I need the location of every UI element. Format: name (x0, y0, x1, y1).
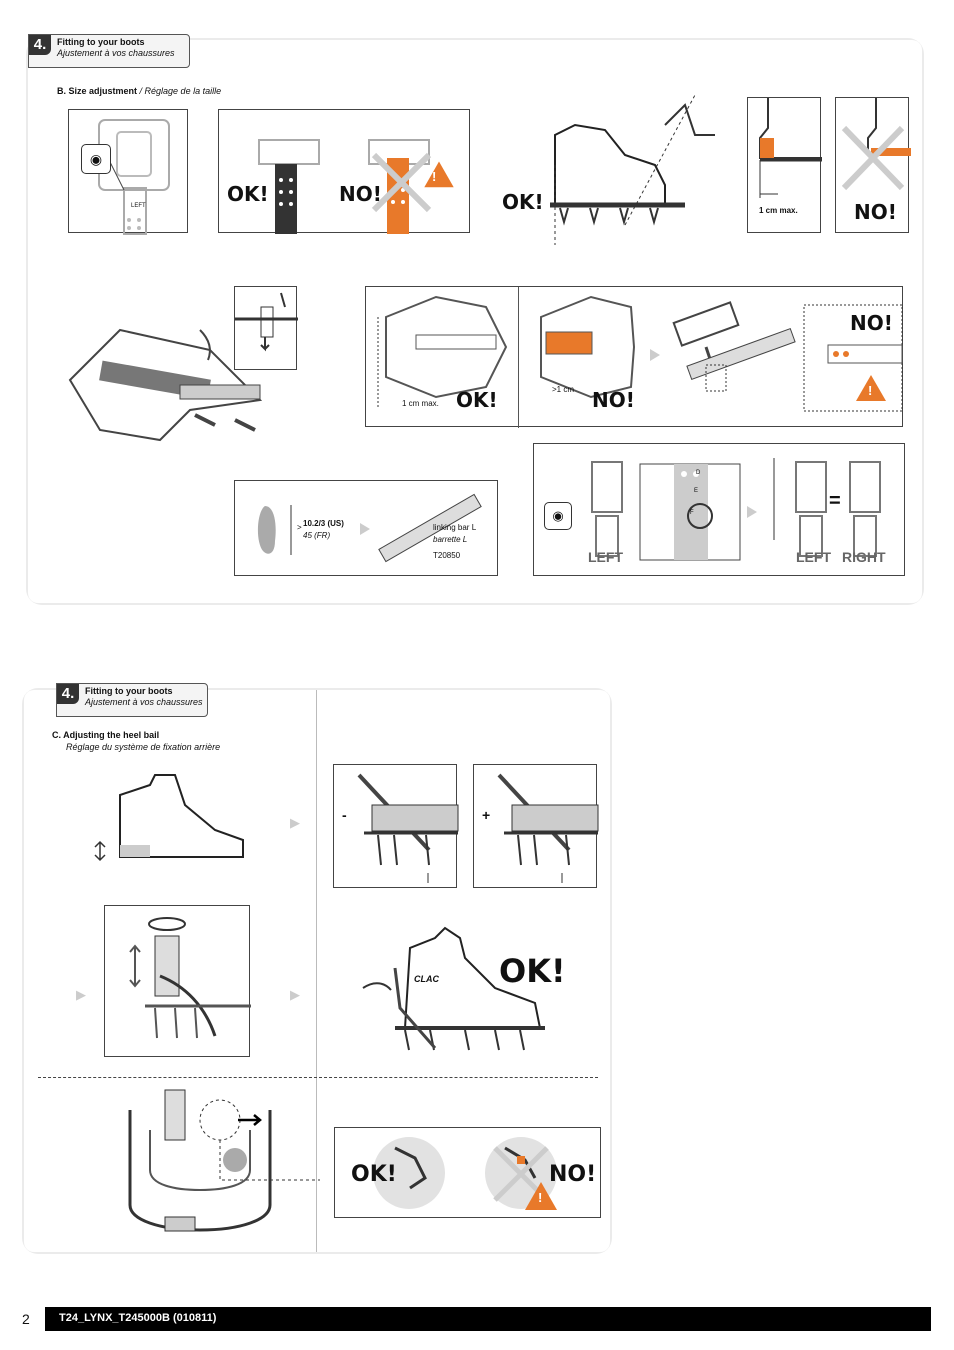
heel-plus-figure (473, 764, 597, 888)
section-subtitle: Ajustement à vos chaussures (57, 48, 175, 58)
section-title: Fitting to your boots (57, 37, 145, 47)
warning-icon: ! (432, 169, 437, 184)
hole-e-label: E (694, 488, 699, 494)
ok-label-bail: OK! (351, 1162, 397, 1187)
bar-overlap-group (365, 286, 903, 427)
ok-label-clac: OK! (499, 952, 566, 990)
minus-sign: - (342, 807, 347, 823)
section-b-tab (28, 34, 190, 68)
no-label: NO! (339, 182, 382, 206)
arrow-right-icon: ▶ (290, 987, 300, 1002)
heading-bold: B. Size adjustment (57, 86, 138, 96)
screw-adjust-illustration (105, 906, 251, 1058)
crampon-left-figure (68, 109, 188, 233)
linking-bar-label: linking bar L (433, 523, 477, 532)
bar-lock-illustration (235, 287, 298, 371)
ok-label: OK! (227, 182, 269, 206)
eye-icon: ◉ (81, 144, 111, 174)
arrow-right-icon: ▶ (290, 815, 300, 830)
hole-d-label: D (696, 470, 701, 476)
heel-plus-illustration (474, 765, 598, 889)
size-gt: > (297, 523, 302, 532)
ok-no-bar-figure (218, 109, 470, 233)
section-c-divider (316, 690, 317, 1252)
section-number: 4. (29, 35, 51, 55)
boot-crampon-ok-illustration (495, 95, 725, 245)
no-label-inset: NO! (850, 311, 893, 335)
part-number: T20850 (433, 551, 461, 560)
footer-bar (45, 1307, 931, 1331)
no-label-toe: NO! (854, 200, 897, 224)
boot-clac-illustration (355, 928, 565, 1058)
ok-label-overlap: OK! (456, 388, 498, 412)
size-adjustment-heading (57, 86, 221, 96)
bail-ok-no-figure (334, 1127, 601, 1218)
right-label-pair: RIGHT (842, 549, 886, 565)
no-label-overlap: NO! (592, 388, 635, 412)
heel-bail-heading: C. Adjusting the heel bail (52, 730, 160, 740)
arrow-right-icon: ▶ (76, 987, 86, 1002)
left-label-single: LEFT (588, 549, 623, 565)
no-label-bail: NO! (549, 1162, 597, 1187)
warning-icon: ! (868, 383, 873, 398)
section-subtitle: Ajustement à vos chaussures (85, 697, 203, 707)
heel-minus-illustration (334, 765, 458, 889)
plus-sign: + (482, 807, 491, 823)
document-code: T24_LYNX_T245000B (010811) (59, 1312, 217, 1324)
clac-label: CLAC (414, 974, 439, 984)
one-cm-max-figure (747, 97, 821, 233)
equals-sign: = (829, 490, 841, 512)
heel-minus-figure (333, 764, 457, 888)
heel-bail-top-view-illustration (120, 1090, 280, 1240)
heading-italic: / Réglage de la taille (139, 86, 222, 96)
max-1cm-label: 1 cm max. (759, 206, 798, 215)
dashed-separator (38, 1077, 598, 1078)
page-number: 2 (22, 1311, 30, 1327)
hole-f-label: F (690, 510, 694, 516)
max-1cm-ok-label: 1 cm max. (402, 399, 439, 408)
boot-size-figure (234, 480, 498, 576)
bar-overlap-illustrations (366, 287, 904, 428)
section-number: 4. (57, 684, 79, 704)
gt-1cm-label: >1 cm (552, 385, 575, 394)
eye-icon: ◉ (544, 502, 572, 530)
left-label-pair: LEFT (796, 549, 831, 565)
left-label: LEFT (131, 203, 146, 209)
section-title: Fitting to your boots (85, 686, 173, 696)
ok-label-boot: OK! (502, 190, 544, 214)
size-fr: 45 (FR) (303, 531, 331, 540)
no-toe-figure (835, 97, 909, 233)
size-us: 10.2/3 (US) (303, 519, 344, 528)
crampon-perspective-illustration (60, 320, 260, 465)
heel-bail-heading-fr: Réglage du système de fixation arrière (66, 742, 221, 752)
boot-heel-illustration (95, 775, 245, 865)
screw-adjust-figure (104, 905, 250, 1057)
left-right-figure (533, 443, 905, 576)
bar-lock-figure (234, 286, 297, 370)
warning-icon: ! (538, 1190, 543, 1205)
linking-bar-fr: barrette L (433, 535, 468, 544)
section-c-tab (56, 683, 208, 717)
